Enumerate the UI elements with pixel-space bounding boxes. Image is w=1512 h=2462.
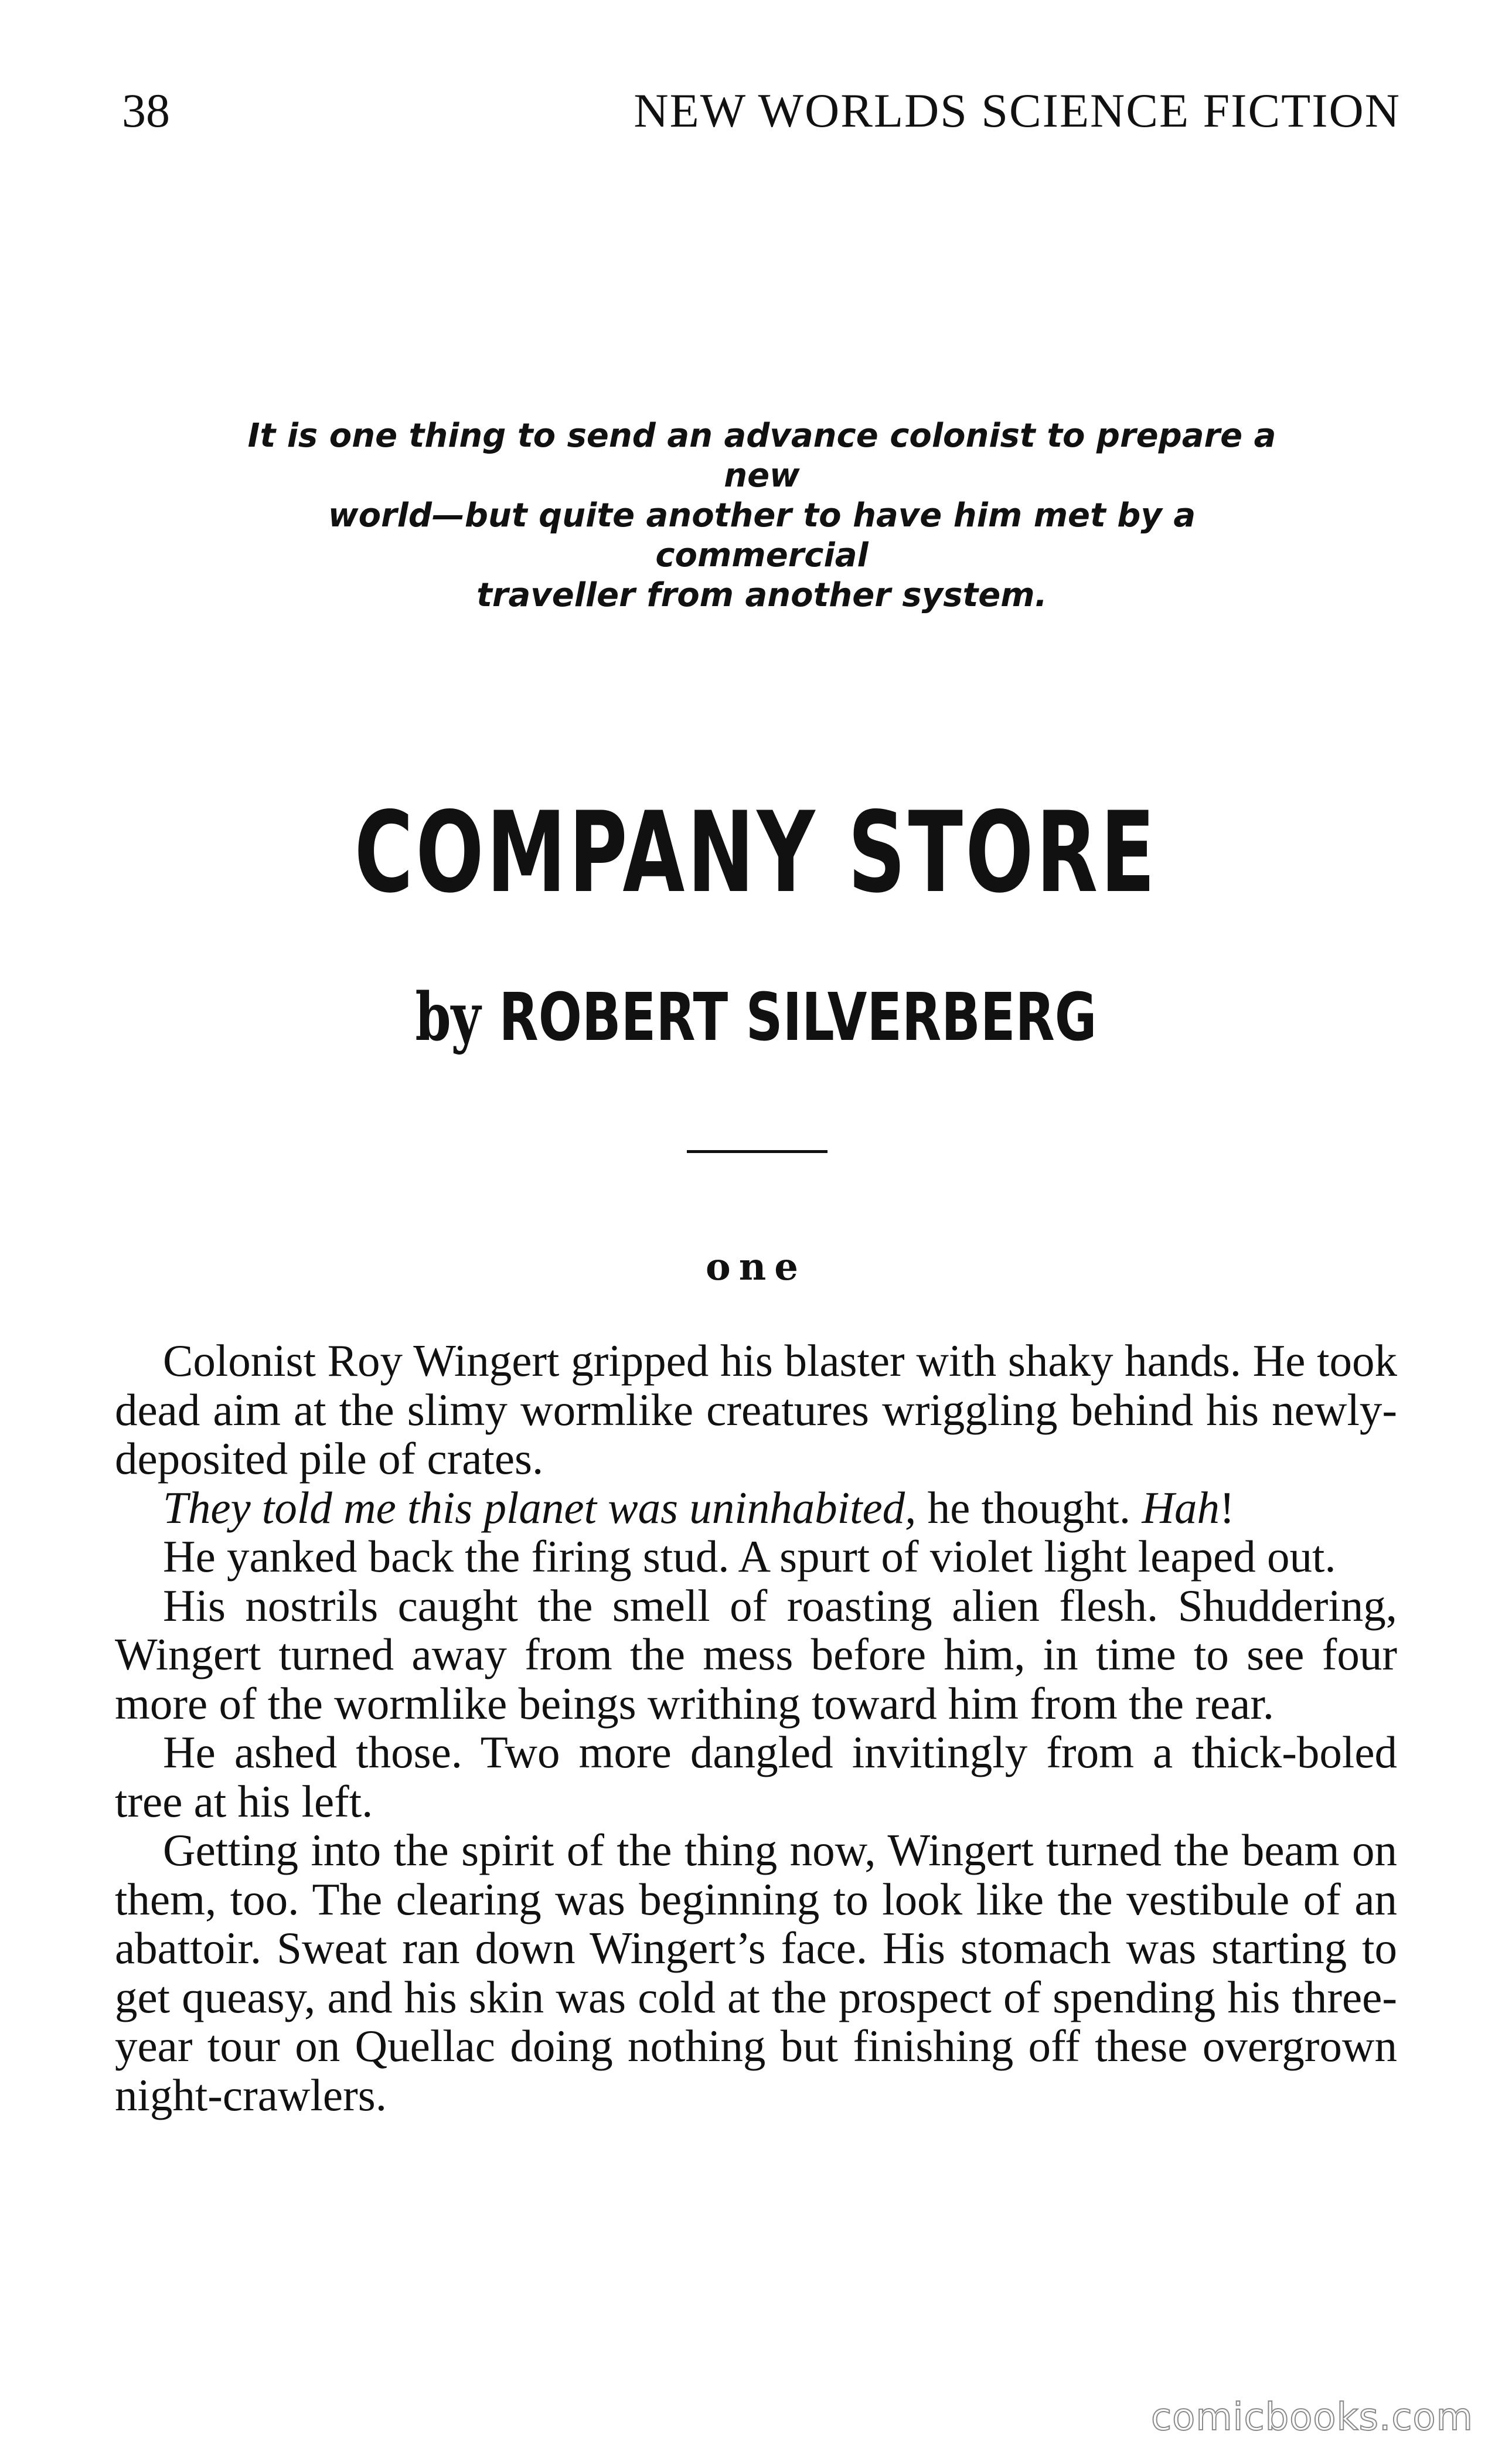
running-header: NEW WORLDS SCIENCE FICTION bbox=[634, 84, 1401, 137]
byline-by: by bbox=[415, 979, 481, 1056]
story-blurb bbox=[234, 416, 1289, 616]
italic-thought: They told me this planet was uninhabited, bbox=[163, 1482, 917, 1533]
page-number: 38 bbox=[122, 84, 170, 137]
story-body bbox=[115, 1337, 1397, 2120]
story-title: COMPANY STORE bbox=[354, 788, 1158, 917]
paragraph: He ashed those. Two more dangled invitingly from a thick-boled tree at his left. bbox=[115, 1727, 1397, 1827]
blurb-line: world—but quite another to have him met by a commercial bbox=[328, 497, 1196, 574]
paragraph-text: he thought. bbox=[916, 1482, 1142, 1533]
paragraph bbox=[115, 1484, 1397, 1533]
watermark: comicbooks.com bbox=[1150, 2396, 1473, 2439]
italic-exclamation: Hah bbox=[1142, 1482, 1220, 1533]
blurb-line: traveller from another system. bbox=[476, 576, 1047, 614]
paragraph: His nostrils caught the smell of roasting alien flesh. Shuddering, Wingert turned away from the mess before him, in time to see four more of the wormlike beings writhing toward him from the rear. bbox=[115, 1580, 1397, 1729]
divider-rule bbox=[687, 1150, 827, 1153]
paragraph-text: ! bbox=[1219, 1482, 1235, 1533]
byline bbox=[166, 979, 1346, 1056]
paragraph: Colonist Roy Wingert gripped his blaster with shaky hands. He took dead aim at the slimy wormlike creatures wriggling behind his newly-deposited pile of crates. bbox=[115, 1335, 1397, 1484]
paragraph: He yanked back the firing stud. A spurt of violet light leaped out. bbox=[163, 1531, 1336, 1582]
author-name: ROBERT SILVERBERG bbox=[499, 980, 1097, 1056]
blurb-line: It is one thing to send an advance colonist to prepare a new bbox=[247, 417, 1276, 495]
chapter-heading: one bbox=[706, 1245, 806, 1289]
paragraph: Getting into the spirit of the thing now, Wingert turned the beam on them, too. The clearing was beginning to look like the vestibule of an abattoir. Sweat ran down Wingert’s face. His stomach was starting to get queasy, and his skin was cold at the prospect of spending his three-year tour on Quellac doing nothing but finishing off these overgrown night-crawlers. bbox=[115, 1825, 1397, 2120]
